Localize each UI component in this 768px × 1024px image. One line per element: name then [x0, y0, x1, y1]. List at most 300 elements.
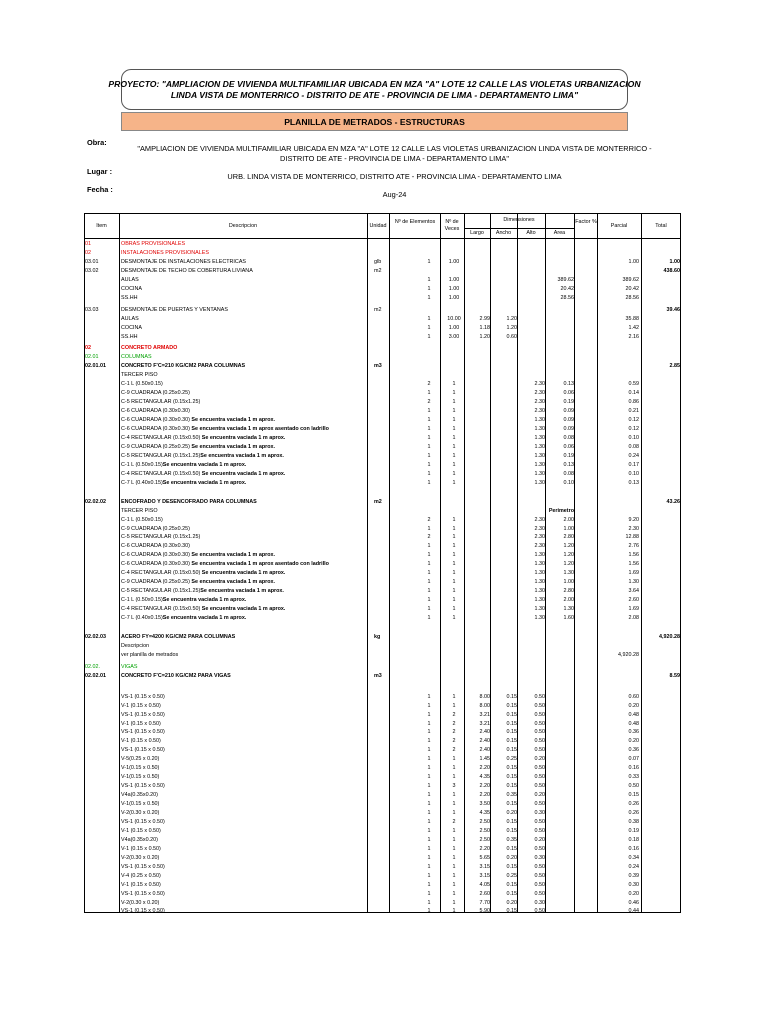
row-area: 0.06 [563, 390, 574, 397]
row-unit: m2 [374, 498, 382, 505]
row-elements: 1 [427, 720, 431, 727]
table-row [84, 353, 681, 362]
row-elements: 1 [427, 756, 431, 763]
row-alto: 0.50 [534, 774, 545, 781]
table-row [84, 380, 681, 389]
row-parcial: 0.38 [628, 818, 639, 825]
row-ancho: 1.20 [506, 315, 517, 322]
row-veces: 1 [452, 774, 456, 781]
row-alto: 0.50 [534, 765, 545, 772]
row-elements: 1 [427, 854, 431, 861]
table-row [84, 711, 681, 720]
row-veces: 1 [452, 863, 456, 870]
table-row [84, 881, 681, 890]
table-row [84, 605, 681, 614]
row-note: Se encuentra vaciada 1 m aprox. [201, 570, 286, 577]
row-veces: 1 [452, 552, 456, 559]
row-veces: 1 [452, 836, 456, 843]
row-ancho: 0.25 [506, 756, 517, 763]
row-elements: 1 [427, 543, 431, 550]
row-elements: 1 [427, 801, 431, 808]
row-ancho: 0.15 [506, 845, 517, 852]
row-total: 438.60 [663, 267, 680, 274]
header-dimensions: Dimensiones [503, 217, 535, 223]
row-elements: 1 [427, 294, 431, 301]
row-veces: 1 [452, 854, 456, 861]
table-row [84, 258, 681, 267]
obra-line2: DISTRITO DE ATE - PROVINCIA DE LIMA - DEPARTAMENTO LIMA" [280, 154, 509, 163]
row-area: 0.19 [563, 399, 574, 406]
row-veces: 1 [452, 408, 456, 415]
row-largo: 1.18 [479, 324, 490, 331]
row-elements: 1 [427, 881, 431, 888]
row-alto: 1.30 [534, 452, 545, 459]
row-veces: 2 [452, 747, 456, 754]
row-alto: 1.30 [534, 597, 545, 604]
row-largo: 2.20 [479, 792, 490, 799]
row-area: 2.80 [563, 534, 574, 541]
table-row [84, 560, 681, 569]
row-veces: 1 [452, 845, 456, 852]
row-elements: 1 [427, 525, 431, 532]
row-description: C-5 RECTANGULAR (0.15x1.25)Se encuentra vaciada 1 m aprox. [121, 452, 284, 459]
table-row [84, 672, 681, 681]
row-alto: 0.50 [534, 881, 545, 888]
row-description: V-4 (0.25 x 0.50) [121, 872, 161, 879]
row-area: 0.19 [563, 452, 574, 459]
row-area: 0.08 [563, 470, 574, 477]
table-row [84, 525, 681, 534]
table-row [84, 461, 681, 470]
row-elements: 1 [427, 443, 431, 450]
row-alto: 0.50 [534, 801, 545, 808]
row-parcial: 2.76 [628, 543, 639, 550]
row-largo: 2.60 [479, 890, 490, 897]
row-ancho: 0.15 [506, 702, 517, 709]
table-row [84, 684, 681, 693]
header-ancho: Ancho [495, 230, 512, 236]
row-parcial: 0.12 [628, 417, 639, 424]
row-description: C-5 RECTANGULAR (0.15x1.25) [121, 534, 201, 541]
table-row [84, 452, 681, 461]
table-row [84, 755, 681, 764]
row-parcial: 0.24 [628, 863, 639, 870]
row-area: 389.62 [557, 276, 574, 283]
table-row [84, 633, 681, 642]
row-description: V4a(0.35x0.20) [121, 836, 158, 843]
row-veces: 1 [452, 606, 456, 613]
row-parcial: 0.18 [628, 836, 639, 843]
row-veces: 2 [452, 720, 456, 727]
row-alto: 1.30 [534, 588, 545, 595]
table-row [84, 642, 681, 651]
header-elements: Nº de Elementos [394, 219, 436, 225]
row-ancho: 0.15 [506, 890, 517, 897]
row-unit: m3 [374, 672, 382, 679]
table-row [84, 872, 681, 881]
row-largo: 2.50 [479, 836, 490, 843]
row-description: V-2(0.30 x 0.20) [121, 899, 160, 906]
row-parcial: 0.48 [628, 711, 639, 718]
row-description: VS-1 (0.15 x 0.50) [121, 818, 165, 825]
row-description: COCINA [121, 324, 142, 331]
row-alto: 1.30 [534, 434, 545, 441]
row-alto: 2.30 [534, 399, 545, 406]
row-description: V-1 (0.15 x 0.50) [121, 720, 161, 727]
row-elements: 1 [427, 479, 431, 486]
table-row [84, 285, 681, 294]
row-veces: 1 [452, 426, 456, 432]
row-veces: 1 [452, 461, 456, 468]
row-elements: 1 [427, 863, 431, 870]
table-row [84, 470, 681, 479]
row-veces: 1 [452, 693, 456, 700]
row-largo: 3.21 [479, 720, 490, 727]
row-total: 4,920.28 [659, 633, 680, 640]
table-row [84, 324, 681, 333]
row-veces: 1.00 [448, 294, 460, 301]
row-description: V-2(0.30 x 0.20) [121, 810, 160, 816]
row-description: VS-1 (0.15 x 0.50) [121, 783, 165, 790]
row-note: Se encuentra vaciada 1 m aprox. [200, 588, 284, 595]
row-veces: 1 [452, 702, 456, 709]
row-alto: 0.20 [534, 756, 545, 763]
row-elements: 1 [427, 408, 431, 415]
row-largo: 2.20 [479, 783, 490, 790]
row-alto: 0.50 [534, 818, 545, 825]
row-alto: 0.50 [534, 738, 545, 745]
row-veces: 1 [452, 470, 456, 477]
lugar-label: Lugar : [87, 167, 113, 176]
row-note: Se encuentra vaciada 1 m aprox. [201, 470, 286, 477]
row-area: 1.00 [563, 525, 574, 532]
row-largo: 2.99 [479, 315, 490, 322]
row-description: DESMONTAJE DE INSTALACIONES ELECTRICAS [121, 258, 247, 265]
row-area: 20.42 [560, 285, 574, 292]
table-row [84, 371, 681, 380]
table-row [84, 863, 681, 872]
row-largo: 2.20 [479, 765, 490, 772]
table-row [84, 542, 681, 551]
row-parcial: 389.62 [622, 276, 639, 283]
row-veces: 1 [452, 890, 456, 897]
header-area: Area [553, 230, 566, 236]
row-alto: 1.30 [534, 426, 545, 432]
row-elements: 1 [427, 258, 431, 265]
header-factor: Factor % [575, 219, 597, 225]
table-row [84, 425, 681, 434]
row-parcial: 1.56 [628, 552, 639, 559]
row-description: C-9 CUADRADA (0.25x0.25) [121, 390, 190, 397]
row-description: C-7 L (0.40x0.15)Se encuentra vaciada 1 m aprox. [121, 615, 247, 621]
row-item: 03.02 [85, 267, 99, 274]
row-description: VS-1 (0.15 x 0.50) [121, 711, 165, 718]
row-parcial: 0.07 [628, 756, 639, 763]
row-parcial: 0.39 [628, 872, 639, 879]
row-alto: 2.30 [534, 381, 545, 388]
row-area: 2.00 [563, 516, 574, 523]
row-largo: 1.45 [479, 756, 490, 763]
row-elements: 1 [427, 908, 431, 915]
row-alto: 1.30 [534, 570, 545, 577]
row-parcial: 0.60 [628, 693, 639, 700]
row-alto: 1.30 [534, 479, 545, 486]
row-description: C-4 RECTANGULAR (0.15x0.50) Se encuentra vaciada 1 m aprox. [121, 470, 286, 477]
row-elements: 1 [427, 579, 431, 586]
row-parcial: 0.50 [628, 783, 639, 790]
row-veces: 1 [452, 434, 456, 441]
row-description: VS-1 (0.15 x 0.50) [121, 747, 165, 754]
table-row [84, 516, 681, 525]
table-row [84, 614, 681, 623]
row-parcial: 0.20 [628, 738, 639, 745]
row-parcial: 0.33 [628, 774, 639, 781]
row-veces: 1 [452, 561, 456, 568]
table-row [84, 294, 681, 303]
row-description: V4a(0.35x0.20) [121, 792, 158, 799]
row-area: 28.56 [560, 294, 574, 301]
row-parcial: 0.44 [628, 908, 639, 915]
row-largo: 2.40 [479, 729, 490, 736]
row-description: V-2(0.30 x 0.20) [121, 854, 160, 861]
table-row [84, 890, 681, 899]
row-parcial: 3.64 [628, 588, 639, 595]
row-veces: 2 [452, 738, 456, 745]
row-alto: 2.30 [534, 543, 545, 550]
row-description: VS-1 (0.15 x 0.50) [121, 890, 165, 897]
row-area: 2.80 [563, 588, 574, 595]
row-parcial: 0.59 [628, 381, 639, 388]
table-row [84, 596, 681, 605]
row-largo: 2.40 [479, 747, 490, 754]
row-ancho: 0.15 [506, 720, 517, 727]
table-row [84, 746, 681, 755]
table-row [84, 333, 681, 342]
row-parcial: 0.24 [628, 452, 639, 459]
row-ancho: 0.20 [506, 810, 517, 816]
row-elements: 1 [427, 597, 431, 604]
row-alto: 0.20 [534, 836, 545, 843]
row-total: 39.46 [666, 306, 680, 313]
row-alto: 2.30 [534, 408, 545, 415]
row-area: 1.30 [563, 606, 574, 613]
row-description: TERCER PISO [121, 507, 158, 514]
table-row [84, 533, 681, 542]
row-veces: 1 [452, 452, 456, 459]
row-alto: 0.50 [534, 747, 545, 754]
row-alto: 0.50 [534, 890, 545, 897]
project-title-line2: LINDA VISTA DE MONTERRICO - DISTRITO DE ATE - PROVINCIA DE LIMA - DEPARTAMENTO LIMA" [170, 89, 579, 100]
table-row [84, 389, 681, 398]
row-elements: 1 [427, 765, 431, 772]
row-elements: 1 [427, 818, 431, 825]
table-row [84, 899, 681, 908]
row-elements: 2 [427, 399, 431, 406]
row-parcial: 0.30 [628, 881, 639, 888]
row-ancho: 0.15 [506, 729, 517, 736]
row-veces: 1 [452, 381, 456, 388]
row-note: Se encuentra vaciada 1 m aprox asentado con ladrillo [191, 561, 329, 568]
row-largo: 5.65 [479, 854, 490, 861]
row-veces: 1 [452, 756, 456, 763]
row-elements: 1 [427, 390, 431, 397]
row-description: INSTALACIONES PROVISIONALES [121, 249, 209, 256]
table-row [84, 827, 681, 836]
row-parcial: 0.10 [628, 434, 639, 441]
table-row [84, 854, 681, 863]
row-description: C-1 L (0.50x0.15)Se encuentra vaciada 1 m aprox. [121, 597, 247, 604]
table-row [84, 809, 681, 818]
row-parcial: 2.16 [628, 333, 639, 340]
row-ancho: 0.15 [506, 827, 517, 834]
row-area: 1.30 [563, 570, 574, 577]
row-elements: 1 [427, 470, 431, 477]
row-elements: 1 [427, 324, 431, 331]
row-ancho: 0.15 [506, 801, 517, 808]
row-item: 02.02.01 [85, 672, 106, 679]
row-veces: 1 [452, 908, 456, 915]
row-veces: 1 [452, 443, 456, 450]
row-description: C-1 L (0.50x0.15) [121, 381, 163, 388]
table-row [84, 507, 681, 516]
row-largo: 3.15 [479, 863, 490, 870]
row-description: C-6 CUADRADA (0.30x0.30) [121, 408, 190, 415]
row-alto: 2.30 [534, 390, 545, 397]
row-ancho: 0.15 [506, 693, 517, 700]
row-elements: 1 [427, 827, 431, 834]
row-total: 1.00 [669, 258, 680, 265]
row-area: 0.09 [563, 408, 574, 415]
row-alto: 0.50 [534, 908, 545, 915]
header-item: Item [96, 223, 107, 229]
row-elements: 1 [427, 333, 431, 340]
row-veces: 2 [452, 818, 456, 825]
row-alto: 2.30 [534, 516, 545, 523]
row-veces: 1 [452, 588, 456, 595]
row-parcial: 0.86 [628, 399, 639, 406]
header-parcial: Parcial [610, 223, 628, 229]
row-description: V-5(0.25 x 0.20) [121, 756, 160, 763]
table-row [84, 782, 681, 791]
row-item: 03.01 [85, 258, 99, 265]
row-description: V-1 (0.15 x 0.50) [121, 881, 161, 888]
row-veces: 1 [452, 525, 456, 532]
row-elements: 2 [427, 381, 431, 388]
row-note: Se encuentra vaciada 1 m aprox. [191, 417, 276, 424]
row-parcial: 0.10 [628, 470, 639, 477]
row-area: 1.00 [563, 579, 574, 586]
row-veces: 1 [452, 765, 456, 772]
row-parcial: 1.56 [628, 561, 639, 568]
row-veces: 1 [452, 417, 456, 424]
row-unit: kg [374, 633, 381, 640]
row-description: VS-1 (0.15 x 0.50) [121, 908, 165, 915]
sheet-title: PLANILLA DE METRADOS - ESTRUCTURAS [121, 112, 628, 131]
row-elements: 1 [427, 417, 431, 424]
row-item: 01 [85, 241, 91, 247]
table-row [84, 276, 681, 285]
table-row [84, 249, 681, 258]
row-parcial: 1.30 [628, 579, 639, 586]
row-veces: 1 [452, 399, 456, 406]
dims-divider [464, 228, 574, 229]
table-row [84, 907, 681, 916]
row-note: Se encuentra vaciada 1 m aprox. [191, 552, 276, 559]
table-row [84, 362, 681, 371]
row-alto: 0.50 [534, 783, 545, 790]
row-item: 02 [85, 345, 91, 352]
row-item: 02 [85, 249, 91, 256]
row-veces: 3.00 [448, 333, 460, 340]
row-area: 1.60 [563, 615, 574, 621]
row-ancho: 0.60 [506, 333, 517, 340]
row-description: V-1(0.15 x 0.50) [121, 765, 160, 772]
row-item: 02.02.02 [85, 498, 106, 505]
row-largo: 4.35 [479, 810, 490, 816]
row-parcial: 9.20 [628, 516, 639, 523]
row-area: 0.09 [563, 426, 574, 432]
row-veces: 2 [452, 729, 456, 736]
row-description: VS-1 (0.15 x 0.50) [121, 863, 165, 870]
table-row [84, 836, 681, 845]
row-item: 02.01.01 [85, 363, 106, 370]
table-row [84, 587, 681, 596]
row-ancho: 0.15 [506, 774, 517, 781]
row-description: ACERO FY=4200 KG/CM2 PARA COLUMNAS [121, 633, 236, 640]
lugar-value: URB. LINDA VISTA DE MONTERRICO, DISTRITO ATE - PROVINCIA LIMA - DEPARTAMENTO LIMA [227, 172, 562, 181]
row-largo: 4.35 [479, 774, 490, 781]
row-parcial: 0.20 [628, 702, 639, 709]
row-parcial: 4,920.28 [618, 651, 639, 658]
row-largo: 3.21 [479, 711, 490, 718]
header-divider [84, 238, 681, 239]
row-elements: 1 [427, 845, 431, 852]
row-description: C-9 CUADRADA (0.25x0.25) Se encuentra vaciada 1 m aprox. [121, 579, 276, 586]
row-elements: 1 [427, 570, 431, 577]
row-veces: 1.00 [448, 324, 460, 331]
row-description: CONCRETO F'C=210 KG/CM2 PARA COLUMNAS [121, 363, 246, 370]
fecha-value: Aug-24 [382, 190, 407, 199]
row-area: 2.00 [563, 597, 574, 604]
table-row [84, 434, 681, 443]
row-elements: 1 [427, 729, 431, 736]
row-area: 0.10 [563, 479, 574, 486]
row-parcial: 2.30 [628, 525, 639, 532]
row-ancho: 0.35 [506, 836, 517, 843]
row-parcial: 0.12 [628, 426, 639, 432]
row-description: V-1 (0.15 x 0.50) [121, 702, 161, 709]
row-area: 0.09 [563, 417, 574, 424]
fecha-label: Fecha : [87, 185, 113, 194]
row-elements: 1 [427, 836, 431, 843]
row-description: SS.HH [121, 333, 138, 340]
table-row [84, 569, 681, 578]
table-row [84, 443, 681, 452]
row-area: 0.08 [563, 434, 574, 441]
obra-value [121, 144, 668, 164]
row-largo: 3.50 [479, 801, 490, 808]
row-ancho: 0.15 [506, 765, 517, 772]
table-row [84, 737, 681, 746]
row-description: DESMONTAJE DE PUERTAS Y VENTANAS [121, 306, 228, 313]
row-unit: m3 [374, 363, 382, 370]
row-description: C-1 L (0.50x0.15) [121, 516, 163, 523]
row-parcial: 0.19 [628, 827, 639, 834]
header-unit: Unidad [369, 223, 387, 229]
row-veces: 1 [452, 570, 456, 577]
obra-line1: "AMPLIACION DE VIVIENDA MULTIFAMILIAR UBICADA EN MZA "A" LOTE 12 CALLE LAS VIOLETAS URBANIZACION LINDA VISTA DE MONTERRICO - [137, 144, 652, 153]
row-description: C-5 RECTANGULAR (0.15x1.25) [121, 399, 201, 406]
